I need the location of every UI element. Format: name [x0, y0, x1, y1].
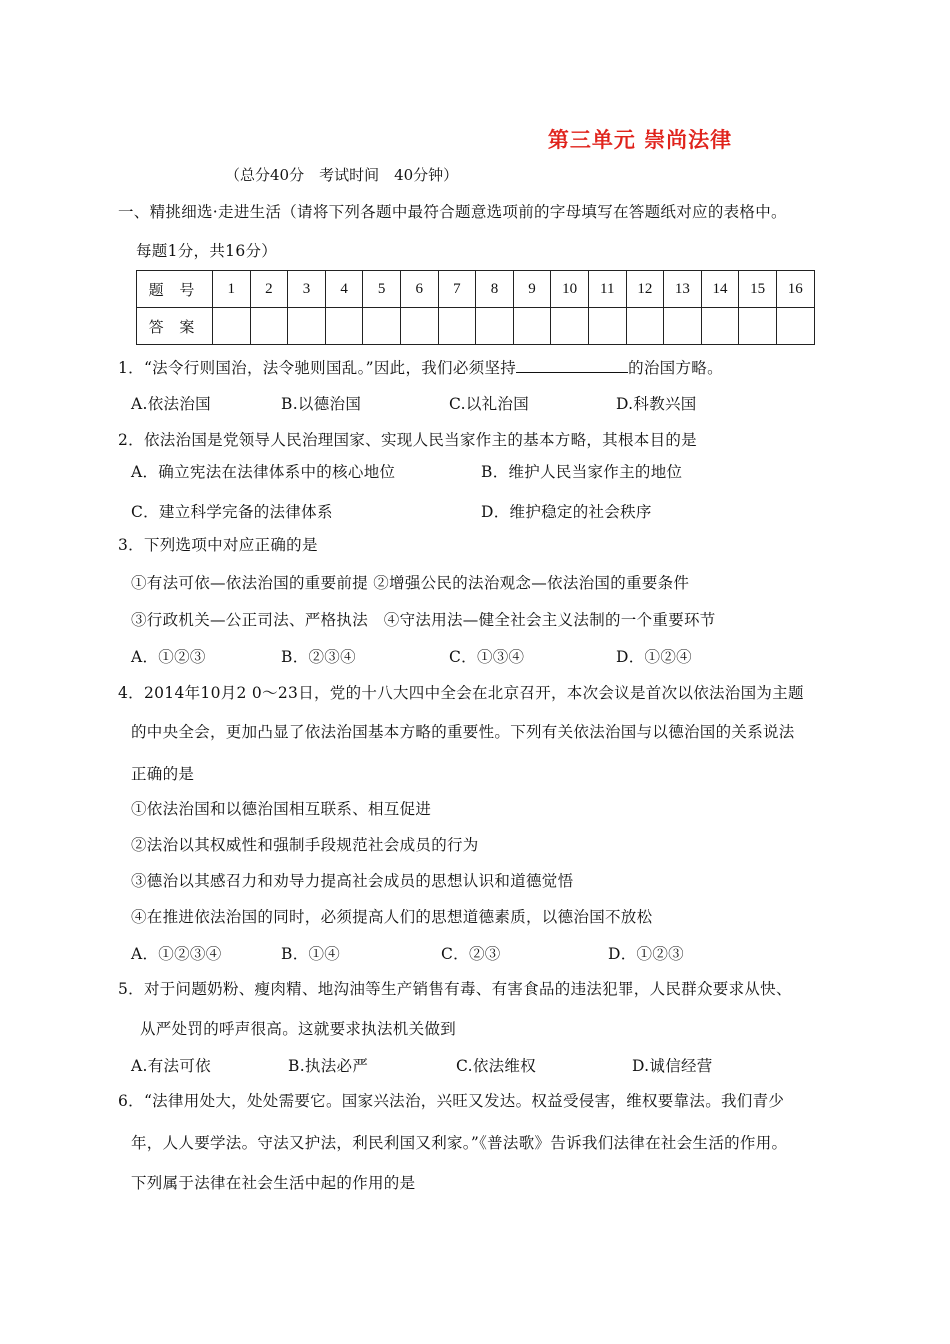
question-5-stem: 5．对于问题奶粉、瘦肉精、地沟油等生产销售有毒、有害食品的违法犯罪，人民群众要求从快、: [118, 980, 792, 998]
table-row: [137, 271, 815, 308]
section-heading: 一、精挑细选·走进生活（请将下列各题中最符合题意选项前的字母填写在答题纸对应的表格中。: [118, 203, 787, 221]
statement-item: ④在推进依法治国的同时，必须提高人们的思想道德素质，以德治国不放松: [131, 908, 653, 926]
statement-item: ①有法可依—依法治国的重要前提 ②增强公民的法治观念—依法治国的重要条件: [131, 574, 690, 592]
answer-cell[interactable]: [213, 308, 251, 345]
answer-cell[interactable]: [739, 308, 777, 345]
question-2-stem: 2．依法治国是党领导人民治理国家、实现人民当家作主的基本方略，其根本目的是: [118, 431, 697, 449]
answer-cell[interactable]: [325, 308, 363, 345]
answer-cell[interactable]: [588, 308, 626, 345]
table-cell: 16: [776, 271, 814, 308]
option-d: D．①②④: [616, 648, 692, 666]
option-a: A．确立宪法在法律体系中的核心地位: [131, 463, 396, 481]
question-3-stem: 3．下列选项中对应正确的是: [118, 536, 318, 554]
answer-cell[interactable]: [776, 308, 814, 345]
option-a: A.依法治国: [131, 395, 211, 413]
table-cell: 10: [551, 271, 589, 308]
answer-cell[interactable]: [551, 308, 589, 345]
option-d: D.科教兴国: [616, 395, 697, 413]
table-cell: 11: [588, 271, 626, 308]
answer-cell[interactable]: [701, 308, 739, 345]
answer-cell[interactable]: [626, 308, 664, 345]
table-cell: 4: [325, 271, 363, 308]
option-a: A.有法可依: [131, 1057, 211, 1075]
answer-cell[interactable]: [363, 308, 401, 345]
option-a: A．①②③④: [131, 945, 222, 963]
statement-item: ③行政机关—公正司法、严格执法 ④守法用法—健全社会主义法制的一个重要环节: [131, 611, 716, 629]
answer-table: [136, 270, 815, 345]
answer-cell[interactable]: [288, 308, 326, 345]
table-cell: 8: [476, 271, 514, 308]
question-4-stem: 正确的是: [131, 765, 195, 783]
section-note: 每题1分，共16分）: [136, 242, 278, 260]
table-cell: 6: [400, 271, 438, 308]
question-number-label: 题 号: [137, 271, 213, 308]
option-c: C.依法维权: [456, 1057, 537, 1075]
option-b: B.执法必严: [288, 1057, 369, 1075]
table-row: [137, 308, 815, 345]
question-1-stem: [118, 356, 723, 378]
option-c: C.以礼治国: [449, 395, 530, 413]
answer-cell[interactable]: [438, 308, 476, 345]
option-b: B．②③④: [281, 648, 356, 666]
table-cell: 5: [363, 271, 401, 308]
option-b: B．维护人民当家作主的地位: [481, 463, 683, 481]
question-1-stem-end: 的治国方略。: [628, 359, 723, 377]
table-cell: 12: [626, 271, 664, 308]
exam-info: （总分40分 考试时间 40分钟）: [225, 166, 459, 184]
page-title: 第三单元 崇尚法律: [547, 127, 733, 152]
answer-cell[interactable]: [664, 308, 702, 345]
question-1-stem-start: 1．“法令行则国治，法令驰则国乱。”因此，我们必须坚持: [118, 359, 517, 377]
table-cell: 3: [288, 271, 326, 308]
statement-item: ①依法治国和以德治国相互联系、相互促进: [131, 800, 432, 818]
question-6-stem: 下列属于法律在社会生活中起的作用的是: [131, 1174, 416, 1192]
statement-item: ③德治以其感召力和劝导力提高社会成员的思想认识和道德觉悟: [131, 872, 574, 890]
table-cell: 15: [739, 271, 777, 308]
table-cell: 14: [701, 271, 739, 308]
question-6-stem: 年，人人要学法。守法又护法，利民利国又利家。”《普法歌》告诉我们法律在社会生活的作用。: [131, 1134, 788, 1152]
question-4-stem: 4．2014年10月2 0～23日，党的十八大四中全会在北京召开，本次会议是首次以依法治国为主题: [118, 684, 804, 702]
answer-label: 答 案: [137, 308, 213, 345]
option-c: C．②③: [441, 945, 501, 963]
question-5-stem: 从严处罚的呼声很高。这就要求执法机关做到: [140, 1020, 457, 1038]
option-d: D．维护稳定的社会秩序: [481, 503, 652, 521]
answer-cell[interactable]: [400, 308, 438, 345]
answer-cell[interactable]: [250, 308, 288, 345]
option-b: B.以德治国: [281, 395, 362, 413]
option-c: C．建立科学完备的法律体系: [131, 503, 333, 521]
option-d: D.诚信经营: [632, 1057, 713, 1075]
question-6-stem: 6．“法律用处大，处处需要它。国家兴法治，兴旺又发达。权益受侵害，维权要靠法。我们青少: [118, 1092, 785, 1110]
answer-cell[interactable]: [513, 308, 551, 345]
option-c: C．①③④: [449, 648, 525, 666]
option-b: B．①④: [281, 945, 341, 963]
statement-item: ②法治以其权威性和强制手段规范社会成员的行为: [131, 836, 479, 854]
table-cell: 13: [664, 271, 702, 308]
answer-cell[interactable]: [476, 308, 514, 345]
table-cell: 9: [513, 271, 551, 308]
table-cell: 2: [250, 271, 288, 308]
option-d: D．①②③: [608, 945, 684, 963]
fill-blank[interactable]: [516, 358, 628, 373]
option-a: A．①②③: [131, 648, 206, 666]
table-cell: 7: [438, 271, 476, 308]
table-cell: 1: [213, 271, 251, 308]
question-4-stem: 的中央全会，更加凸显了依法治国基本方略的重要性。下列有关依法治国与以德治国的关系说法: [131, 723, 795, 741]
